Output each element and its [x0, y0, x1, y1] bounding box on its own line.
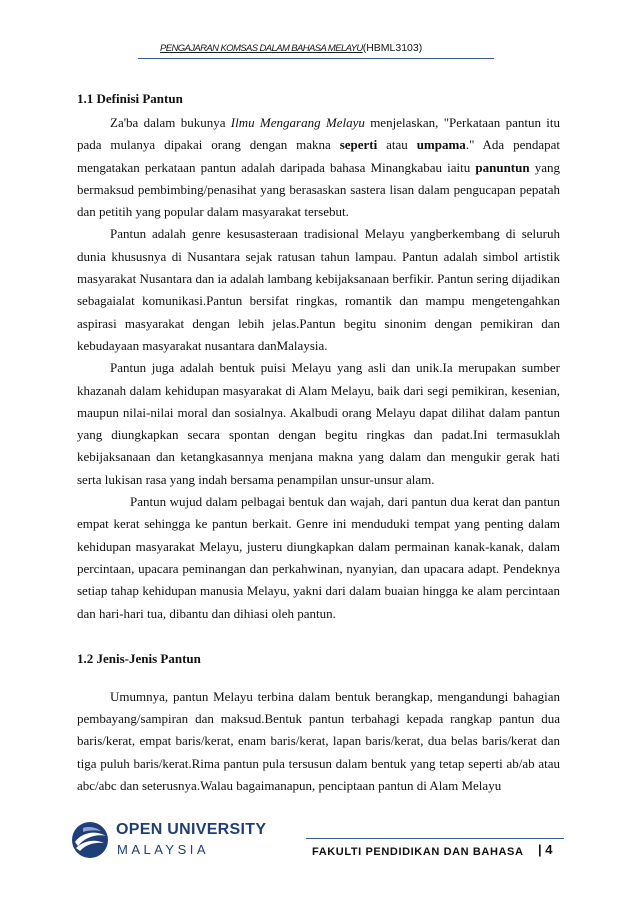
text-run: atau — [377, 137, 417, 153]
footer-faculty: FAKULTI PENDIDIKAN DAN BAHASA — [312, 846, 524, 858]
footer-rule — [306, 838, 564, 839]
header-course-title: PENGAJARAN KOMSAS DALAM BAHASA MELAYU — [160, 43, 363, 54]
open-university-globe-logo-icon — [70, 820, 110, 860]
paragraph-definisi-4: Pantun wujud dalam pelbagai bentuk dan wajah, dari pantun dua kerat dan pantun empat kerat sehingga ke pantun berkait. Genre ini menduduki tempat yang penting dalam kehidupan masyarakat Melayu, justeru diungkapkan dalam permainan kanak-kanak, dalam percintaan, upacara peminangan dan perkahwinan, nyanyian, dan upacara adapt. Pendeknya setiap tahap kehidupan manusia Melayu, yakni dari dalam buaian hingga ke alam percintaan dan hari-hari tua, dibantu dan dihiasi oleh pantun. — [77, 494, 560, 621]
text-run: Za'ba dalam bukunya — [110, 115, 231, 130]
header-title — [160, 42, 422, 54]
paragraph-definisi-2: Pantun adalah genre kesusasteraan tradisional Melayu yangberkembang di seluruh dunia khususnya di Nusantara sejak ratusan tahun lampau. Pantun adalah simbol artistik masyarakat Nusantara dan ia adalah lambang kebijaksanaan berfikir. Pantun sering dijadikan sebagaialat komunikasi.Pantun bersifat ringkas, romantik dan mampu mengetengahkan aspirasi masyarakat dengan lebih jelas.Pantun begitu sinonim dengan pemikiran dan kebudayaan masyarakat nusantara danMalaysia. — [77, 226, 560, 353]
page-header — [0, 38, 638, 60]
bold-term: umpama — [416, 137, 466, 153]
section-heading-definisi: 1.1 Definisi Pantun — [77, 91, 183, 106]
university-logo — [70, 818, 267, 870]
paragraph-definisi-3: Pantun juga adalah bentuk puisi Melayu yang asli dan unik.Ia merupakan sumber khazanah dalam kehidupan masyarakat di Alam Melayu, baik dari segi pemikiran, kesenian, maupun nilai-nilai moral dan sosialnya. Akalbudi orang Melayu dapat dilihat dalam pantun yang diungkapkan secara spontan dengan begitu ringkas dan padat.Ini termasuklah kebijaksanaan dan ketangkasannya menjana makna yang dalam dan mengukir gerak hati serta lukisan rasa yang indah bersama penampilan unsur-unsur alam. — [77, 360, 560, 487]
section-heading-jenis: 1.2 Jenis-Jenis Pantun — [77, 650, 201, 666]
header-course-code: (HBML3103) — [362, 42, 423, 54]
logo-text-open-university: OPEN UNIVERSITY — [116, 821, 267, 838]
paragraph-jenis-1: Umumnya, pantun Melayu terbina dalam bentuk berangkap, mengandungi bahagian pembayang/sampiran dan maksud.Bentuk pantun terbahagi kepada rangkap pantun dua baris/kerat, empat baris/kerat, enam baris/kerat, lapan baris/kerat, dua belas baris/kerat dan tiga puluh baris/kerat.Rima pantun pula tersusun dalam bentuk yang tetap seperti ab/ab atau abc/abc dan seterusnya.Walau bagaimanapun, penciptaan pantun di Alam Melayu — [77, 688, 560, 794]
page-number: | 4 — [538, 842, 553, 857]
document-body — [77, 86, 560, 797]
logo-text-malaysia: MALAYSIA — [117, 842, 210, 857]
text-run: yang bermaksud pembimbing/penasihat yang berasaskan sastera lisan dalam pengucapan pepatah dan petitih yang popular dalam masyarakat tersebut. — [77, 159, 560, 220]
paragraph-definisi-1 — [77, 112, 560, 223]
text-run: ." Ada pendapat mengatakan perkataan pantun adalah daripada bahasa Minangkabau iaitu — [77, 137, 561, 175]
book-title: Ilmu Mengarang Melayu — [230, 115, 365, 130]
text-run: menjelaskan, "Perkataan pantun itu pada mulanya dipakai orang dengan makna — [77, 115, 561, 153]
bold-term: seperti — [339, 137, 378, 153]
header-rule — [138, 58, 494, 59]
bold-term: panuntun — [475, 159, 530, 175]
